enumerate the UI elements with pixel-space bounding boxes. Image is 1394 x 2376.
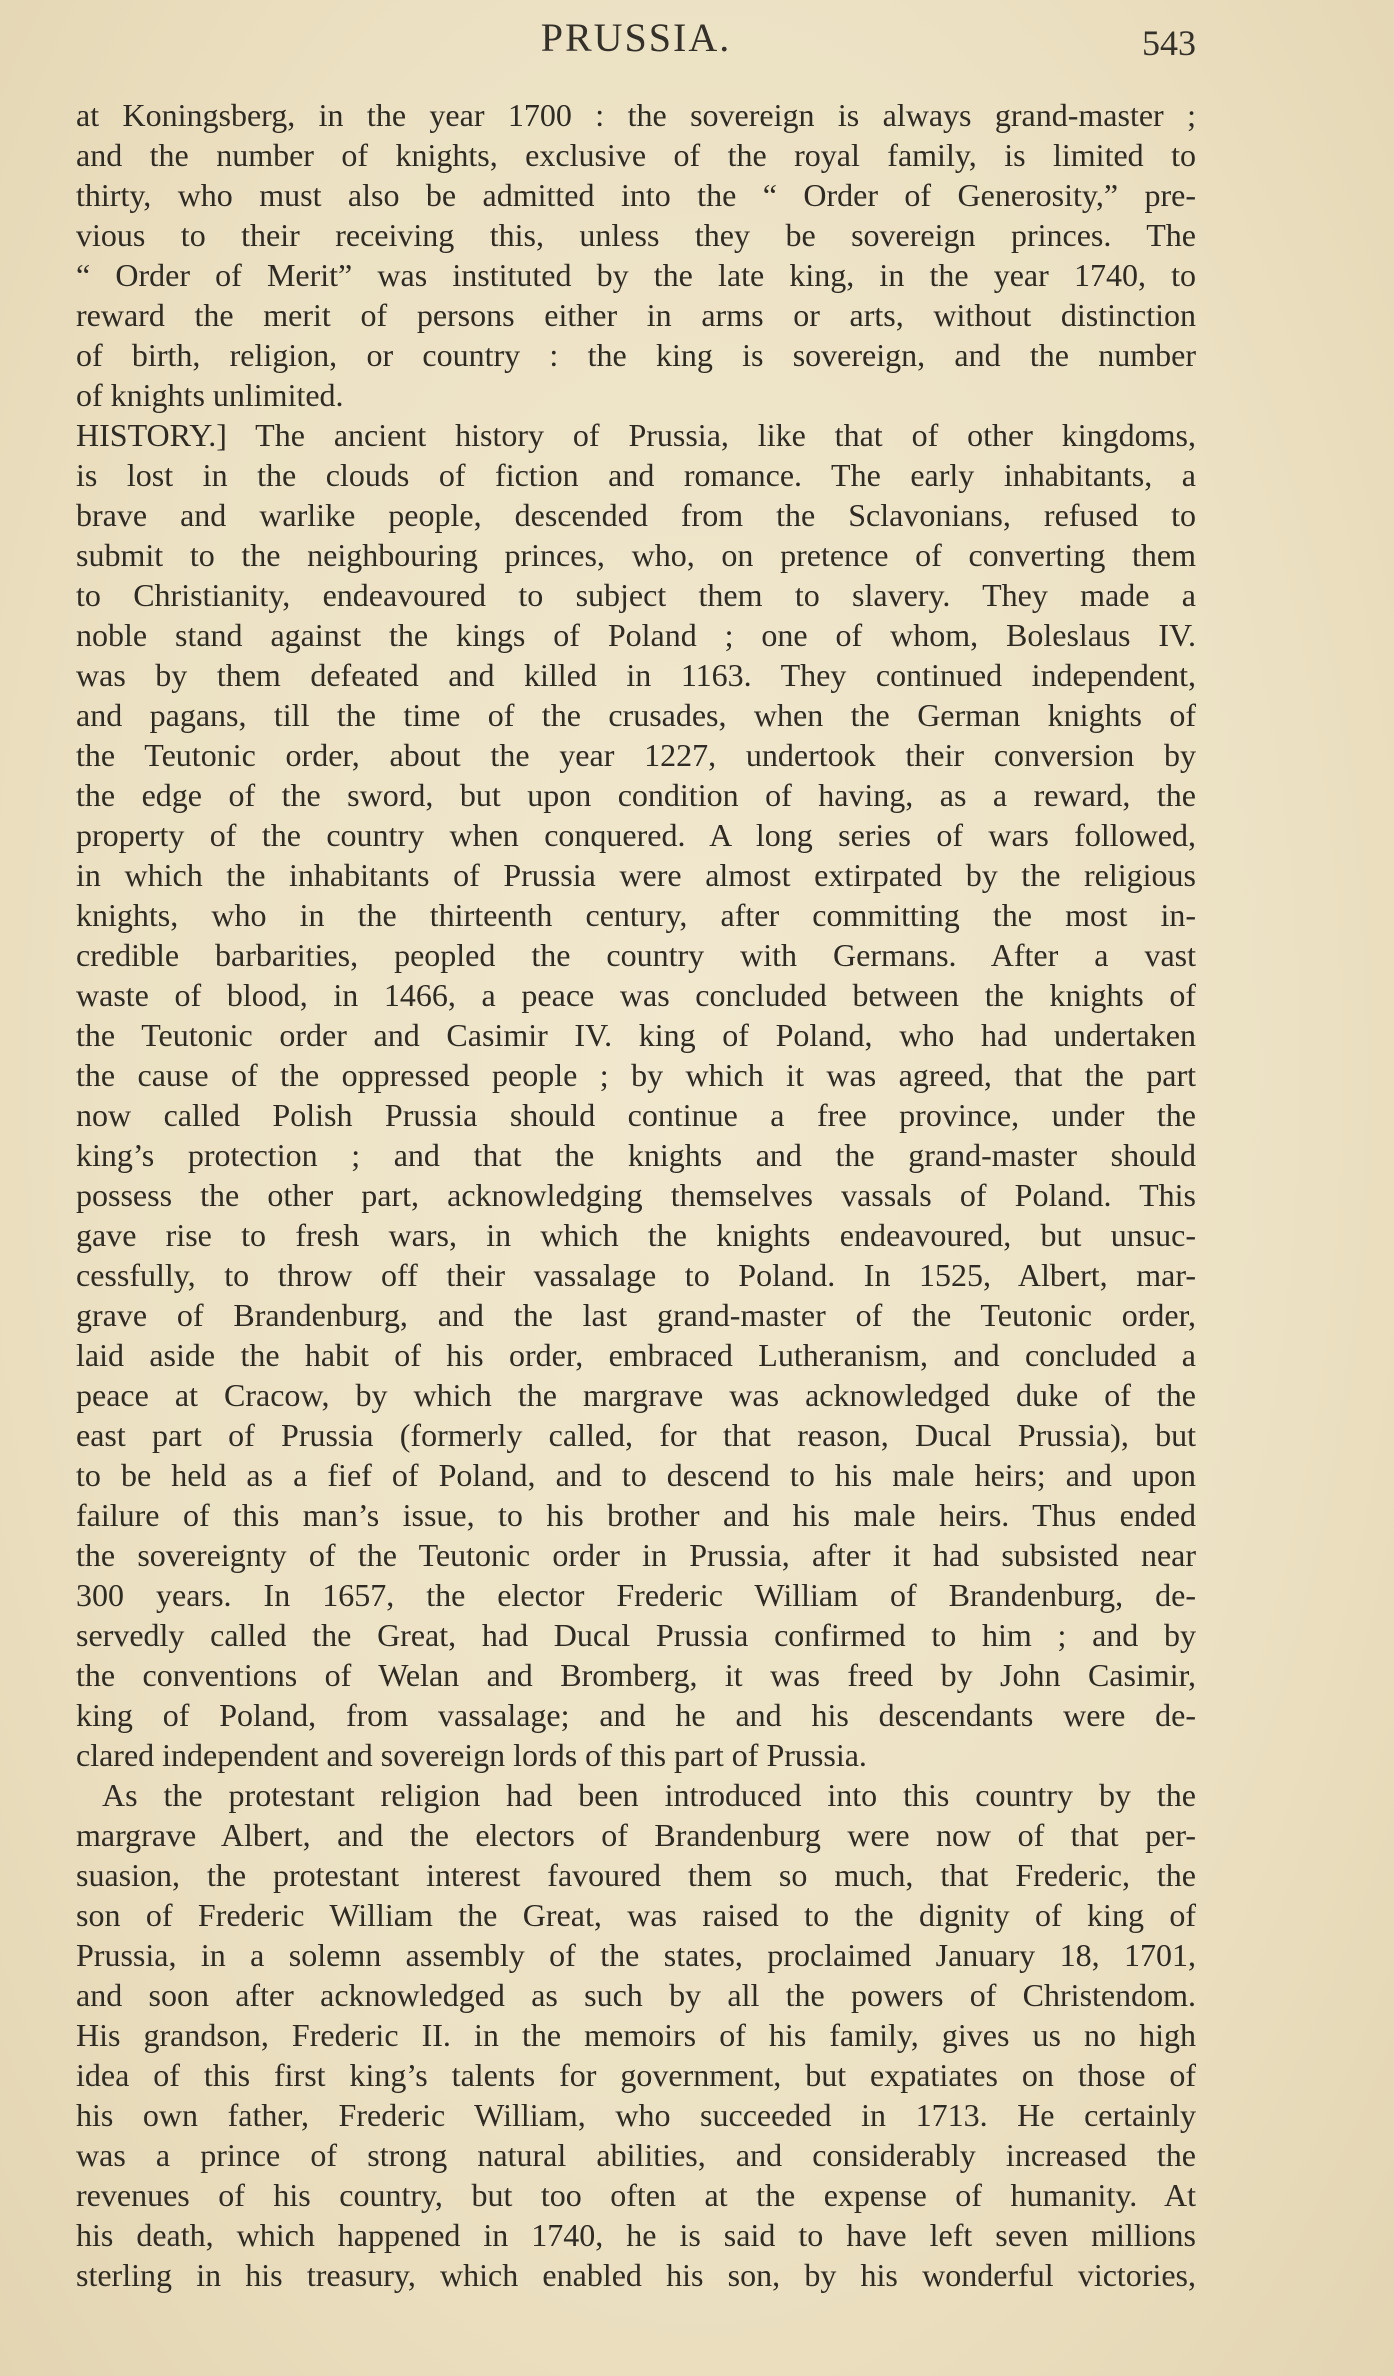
- paragraph-kingdom: [76, 1775, 1196, 2295]
- text-line: of knights unlimited.: [76, 377, 344, 413]
- text-line: As the protestant religion had been introduced into this country by the: [102, 1777, 1196, 1813]
- text-line: the conventions of Welan and Bromberg, it was freed by John Casimir,: [76, 1657, 1196, 1693]
- text-line: waste of blood, in 1466, a peace was concluded between the knights of: [76, 977, 1196, 1013]
- text-line: 300 years. In 1657, the elector Frederic William of Brandenburg, de-: [76, 1577, 1196, 1613]
- text-line: HISTORY.] The ancient history of Prussia, like that of other kingdoms,: [76, 417, 1196, 453]
- text-line: brave and warlike people, descended from the Sclavonians, refused to: [76, 497, 1196, 533]
- text-line: his own father, Frederic William, who succeeded in 1713. He certainly: [76, 2097, 1196, 2133]
- text-line: peace at Cracow, by which the margrave was acknowledged duke of the: [76, 1377, 1196, 1413]
- text-line: knights, who in the thirteenth century, after committing the most in-: [76, 897, 1196, 933]
- text-line: to Christianity, endeavoured to subject them to slavery. They made a: [76, 577, 1196, 613]
- text-line: son of Frederic William the Great, was raised to the dignity of king of: [76, 1897, 1196, 1933]
- text-line: his death, which happened in 1740, he is said to have left seven millions: [76, 2217, 1196, 2253]
- text-line: gave rise to fresh wars, in which the knights endeavoured, but unsuc-: [76, 1217, 1196, 1253]
- text-line: suasion, the protestant interest favoured them so much, that Frederic, the: [76, 1857, 1196, 1893]
- running-head: [76, 8, 1196, 68]
- text-line: in which the inhabitants of Prussia were almost extirpated by the religious: [76, 857, 1196, 893]
- text-line: the cause of the oppressed people ; by which it was agreed, that the part: [76, 1057, 1196, 1093]
- paragraph-history: [76, 415, 1196, 1775]
- text-line: was by them defeated and killed in 1163. They continued independent,: [76, 657, 1196, 693]
- text-line: vious to their receiving this, unless they be sovereign princes. The: [76, 217, 1196, 253]
- text-line: submit to the neighbouring princes, who, on pretence of converting them: [76, 537, 1196, 573]
- text-line: east part of Prussia (formerly called, for that reason, Ducal Prussia), but: [76, 1417, 1196, 1453]
- text-line: idea of this first king’s talents for government, but expatiates on those of: [76, 2057, 1196, 2093]
- text-line: laid aside the habit of his order, embraced Lutheranism, and concluded a: [76, 1337, 1196, 1373]
- text-line: is lost in the clouds of fiction and romance. The early inhabitants, a: [76, 457, 1196, 493]
- text-line: to be held as a fief of Poland, and to descend to his male heirs; and upon: [76, 1457, 1196, 1493]
- text-line: of birth, religion, or country : the king is sovereign, and the number: [76, 337, 1196, 373]
- text-line: His grandson, Frederic II. in the memoirs of his family, gives us no high: [76, 2017, 1196, 2053]
- text-line: and soon after acknowledged as such by all the powers of Christendom.: [76, 1977, 1196, 2013]
- body-text: [76, 95, 1196, 2295]
- text-line: the Teutonic order and Casimir IV. king of Poland, who had undertaken: [76, 1017, 1196, 1053]
- text-line: and pagans, till the time of the crusades, when the German knights of: [76, 697, 1196, 733]
- text-line: thirty, who must also be admitted into the “ Order of Generosity,” pre-: [76, 177, 1196, 213]
- text-line: margrave Albert, and the electors of Brandenburg were now of that per-: [76, 1817, 1196, 1853]
- text-line: grave of Brandenburg, and the last grand-master of the Teutonic order,: [76, 1297, 1196, 1333]
- text-line: credible barbarities, peopled the country with Germans. After a vast: [76, 937, 1196, 973]
- text-line: noble stand against the kings of Poland ; one of whom, Boleslaus IV.: [76, 617, 1196, 653]
- text-line: the sovereignty of the Teutonic order in Prussia, after it had subsisted near: [76, 1537, 1196, 1573]
- text-line: was a prince of strong natural abilities, and considerably increased the: [76, 2137, 1196, 2173]
- text-line: the Teutonic order, about the year 1227, undertook their conversion by: [76, 737, 1196, 773]
- text-line: property of the country when conquered. A long series of wars followed,: [76, 817, 1196, 853]
- text-line: king’s protection ; and that the knights and the grand-master should: [76, 1137, 1196, 1173]
- text-line: reward the merit of persons either in arms or arts, without distinction: [76, 297, 1196, 333]
- text-line: at Koningsberg, in the year 1700 : the sovereign is always grand-master ;: [76, 97, 1196, 133]
- text-line: clared independent and sovereign lords of this part of Prussia.: [76, 1737, 867, 1773]
- text-line: Prussia, in a solemn assembly of the states, proclaimed January 18, 1701,: [76, 1937, 1196, 1973]
- text-line: servedly called the Great, had Ducal Prussia confirmed to him ; and by: [76, 1617, 1196, 1653]
- text-line: revenues of his country, but too often at the expense of humanity. At: [76, 2177, 1196, 2213]
- text-line: sterling in his treasury, which enabled his son, by his wonderful victories,: [76, 2257, 1196, 2293]
- text-line: failure of this man’s issue, to his brother and his male heirs. Thus ended: [76, 1497, 1196, 1533]
- running-title: PRUSSIA.: [540, 15, 732, 60]
- text-line: king of Poland, from vassalage; and he and his descendants were de-: [76, 1697, 1196, 1733]
- text-line: and the number of knights, exclusive of the royal family, is limited to: [76, 137, 1196, 173]
- paragraph-orders-of-knighthood: [76, 95, 1196, 415]
- page-number: 543: [1142, 23, 1196, 63]
- text-line: cessfully, to throw off their vassalage to Poland. In 1525, Albert, mar-: [76, 1257, 1196, 1293]
- text-line: now called Polish Prussia should continue a free province, under the: [76, 1097, 1196, 1133]
- text-line: possess the other part, acknowledging themselves vassals of Poland. This: [76, 1177, 1196, 1213]
- text-line: the edge of the sword, but upon condition of having, as a reward, the: [76, 777, 1196, 813]
- text-line: “ Order of Merit” was instituted by the late king, in the year 1740, to: [76, 257, 1196, 293]
